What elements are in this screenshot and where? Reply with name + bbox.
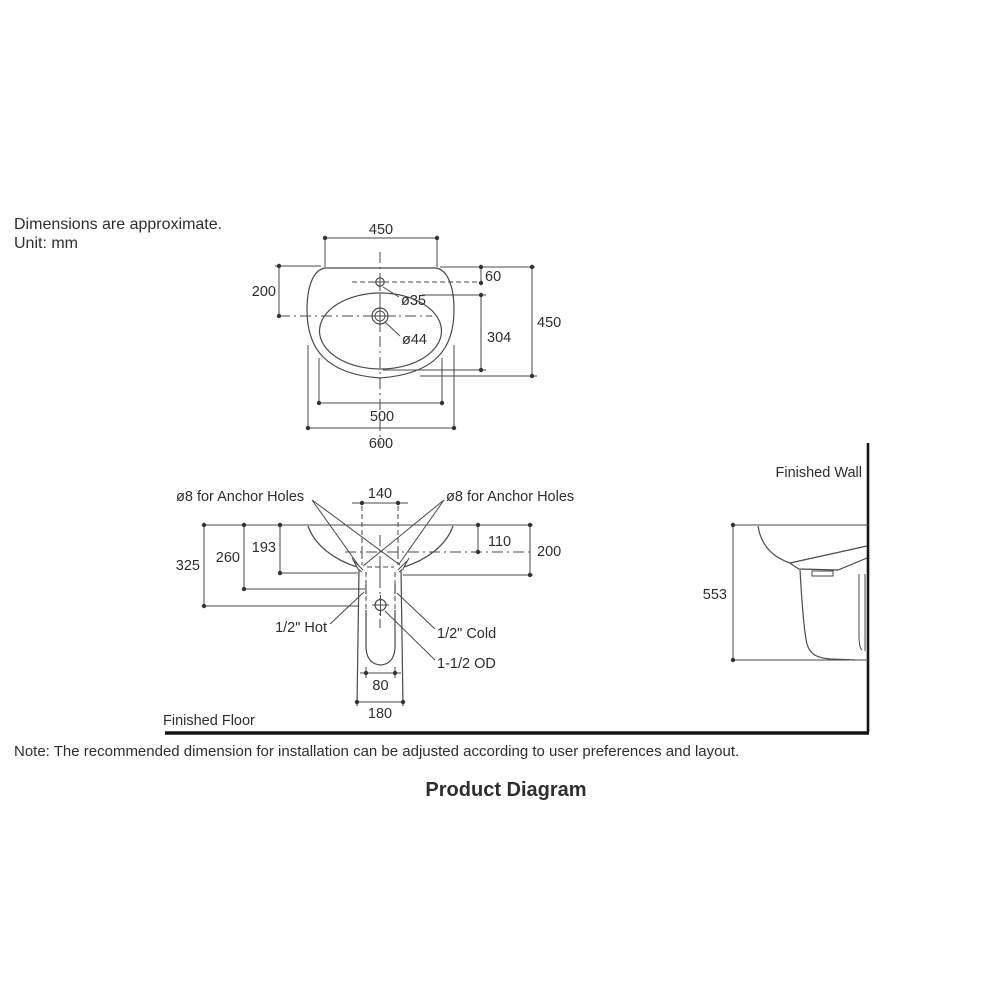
dim-overall-height-label: 553 <box>702 587 727 603</box>
dim-front-height-label: 193 <box>251 540 276 556</box>
drain-dia-leader <box>385 322 400 336</box>
hot-supply-label: 1/2" Hot <box>275 620 327 636</box>
dim-basin-depth-label: 304 <box>487 330 512 346</box>
side-view <box>703 443 868 732</box>
dim-back-height-label: 200 <box>537 544 562 560</box>
pedestal-inner-cavity <box>366 610 395 665</box>
dim-faucet-offset-label: 60 <box>485 269 502 285</box>
note-text: Note: The recommended dimension for installation can be adjusted according to user preferences and layout. <box>14 743 740 760</box>
dim-front-height <box>252 523 282 575</box>
finished-floor-label: Finished Floor <box>163 713 255 729</box>
sink-left-wing <box>308 526 357 567</box>
drain-leader-line <box>385 611 435 660</box>
dim-overall-depth-label: 450 <box>537 315 562 331</box>
drain-od-label: 1-1/2 OD <box>437 656 496 672</box>
dim-left-depth-label: 200 <box>251 284 276 300</box>
drain-cross <box>365 302 396 330</box>
faucet-dia-leader <box>383 287 399 297</box>
finished-wall-label: Finished Wall <box>775 465 862 481</box>
drain-dia-label: ø44 <box>402 332 427 348</box>
anchor-label-left: ø8 for Anchor Holes <box>176 489 305 505</box>
dim-overall-width-label: 600 <box>368 436 394 452</box>
header-line1: Dimensions are approximate. <box>14 216 223 233</box>
dim-basin-width <box>317 358 444 425</box>
side-drain-pipe <box>859 574 865 651</box>
dim-basin-width-label: 500 <box>369 409 395 425</box>
dim-supply-height-label: 260 <box>215 550 240 566</box>
faucet-dia-label: ø35 <box>401 293 426 309</box>
top-view <box>252 222 561 452</box>
dim-pedestal-base-label: 180 <box>367 706 393 722</box>
cold-supply-label: 1/2" Cold <box>437 626 497 642</box>
header-line2: Unit: mm <box>14 235 78 252</box>
front-view <box>163 486 869 733</box>
page-title: Product Diagram <box>425 779 587 801</box>
pedestal-right-edge <box>401 570 403 706</box>
dim-supply-height <box>216 523 365 591</box>
side-basin-underside <box>790 558 867 570</box>
pedestal-left-edge <box>357 570 359 706</box>
anchor-leader-lines <box>312 500 444 566</box>
dim-overall-height <box>703 523 735 662</box>
dim-drain-height-label: 325 <box>175 558 200 574</box>
dim-pedestal-base <box>355 700 405 722</box>
dim-faucet-offset <box>440 265 535 285</box>
dim-pedestal-inner-label: 80 <box>372 678 389 694</box>
dim-drain-height <box>176 523 358 608</box>
side-basin-back-edge <box>790 546 867 563</box>
dim-anchor-spacing <box>352 486 408 505</box>
dim-anchor-height-label: 110 <box>488 534 512 550</box>
dim-back-height <box>528 523 561 577</box>
dim-top-width-label: 450 <box>368 222 394 238</box>
dim-anchor-spacing-label: 140 <box>367 486 393 502</box>
dim-anchor-height <box>476 523 511 554</box>
side-basin-front-curve <box>758 526 790 563</box>
header <box>14 216 222 252</box>
dim-left-depth <box>252 264 321 318</box>
anchor-label-right: ø8 for Anchor Holes <box>446 489 575 505</box>
dim-top-width <box>323 222 439 267</box>
dim-pedestal-inner <box>360 667 401 694</box>
side-pedestal-front <box>800 570 855 660</box>
cold-leader-line <box>397 593 435 629</box>
side-overflow-detail <box>812 571 833 576</box>
footer <box>14 743 739 801</box>
